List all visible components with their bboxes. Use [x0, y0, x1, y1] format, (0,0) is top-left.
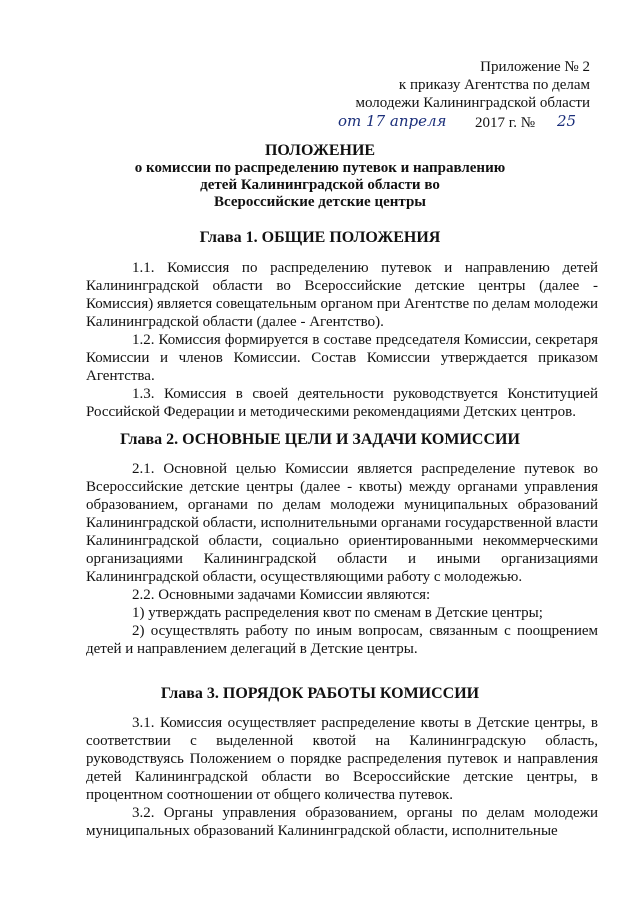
paragraph-3-1: 3.1. Комиссия осуществляет распределение квоты в Детские центры, в соответствии с выделенной квотой на Калининградскую область, руководствуясь Положением о порядке распределения путевок и направления детей Калининградской области во Всероссийские детские центры, в процентном соотношении от общего количества путевок.	[86, 715, 598, 803]
appendix-agency: молодежи Калининградской области	[355, 95, 590, 111]
appendix-order: к приказу Агентства по делам	[398, 77, 590, 93]
title-line-2: детей Калининградской области во	[200, 177, 440, 193]
paragraph-2-2-1: 1) утверждать распределения квот по сменам в Детские центры;	[132, 605, 543, 621]
chapter-3-body	[86, 714, 598, 840]
chapter-2-heading: Глава 2. ОСНОВНЫЕ ЦЕЛИ И ЗАДАЧИ КОМИССИИ	[120, 431, 520, 448]
paragraph-1-2: 1.2. Комиссия формируется в составе председателя Комиссии, секретаря Комиссии и членов Комиссии. Состав Комиссии утверждается приказом Агентства.	[86, 332, 598, 384]
title-line-1: о комиссии по распределению путевок и направлению	[134, 160, 506, 176]
appendix-header	[300, 58, 590, 134]
chapter-3-heading: Глава 3. ПОРЯДОК РАБОТЫ КОМИССИИ	[160, 685, 480, 702]
paragraph-2-1: 2.1. Основной целью Комиссии является распределение путевок во Всероссийские детские центры (далее - квоты) между органами управления образованием, органами по делам молодежи муниципальных образований Калининградской области, исполнительными органами государственной власти Калининградской области, социально ориентированными некоммерческими организациями Калининградской области и иными организациями Калининградской области, осуществляющими работу с молодежью.	[86, 461, 598, 585]
chapter-2-body	[86, 460, 598, 658]
order-date-line	[300, 112, 590, 134]
document-title	[70, 142, 570, 211]
paragraph-1-3: 1.3. Комиссия в своей деятельности руководствуется Конституцией Российской Федерации и методическими рекомендациями Детских центров.	[86, 386, 598, 420]
title-main: ПОЛОЖЕНИЕ	[264, 142, 376, 159]
chapter-1-body	[86, 259, 598, 421]
chapter-1-heading: Глава 1. ОБЩИЕ ПОЛОЖЕНИЯ	[199, 229, 441, 246]
paragraph-2-2-2: 2) осуществлять работу по иным вопросам, связанным с поощрением детей и направлением делегаций в Детские центры.	[86, 623, 598, 657]
order-year: 2017 г. №	[475, 115, 536, 131]
paragraph-1-1: 1.1. Комиссия по распределению путевок и направлению детей Калининградской области во Всероссийские детские центры (далее - Комиссия) является совещательным органом при Агентстве по делам молодежи Калининградской области (далее - Агентство).	[86, 260, 598, 330]
handwritten-date: от 17 апреля	[338, 112, 447, 130]
handwritten-number: 25	[557, 112, 577, 130]
appendix-title: Приложение № 2	[480, 59, 590, 75]
paragraph-2-2: 2.2. Основными задачами Комиссии являются:	[132, 587, 431, 603]
title-line-3: Всероссийские детские центры	[214, 194, 426, 210]
paragraph-3-2: 3.2. Органы управления образованием, органы по делам молодежи муниципальных образований Калининградской области, исполнительные	[86, 805, 598, 839]
